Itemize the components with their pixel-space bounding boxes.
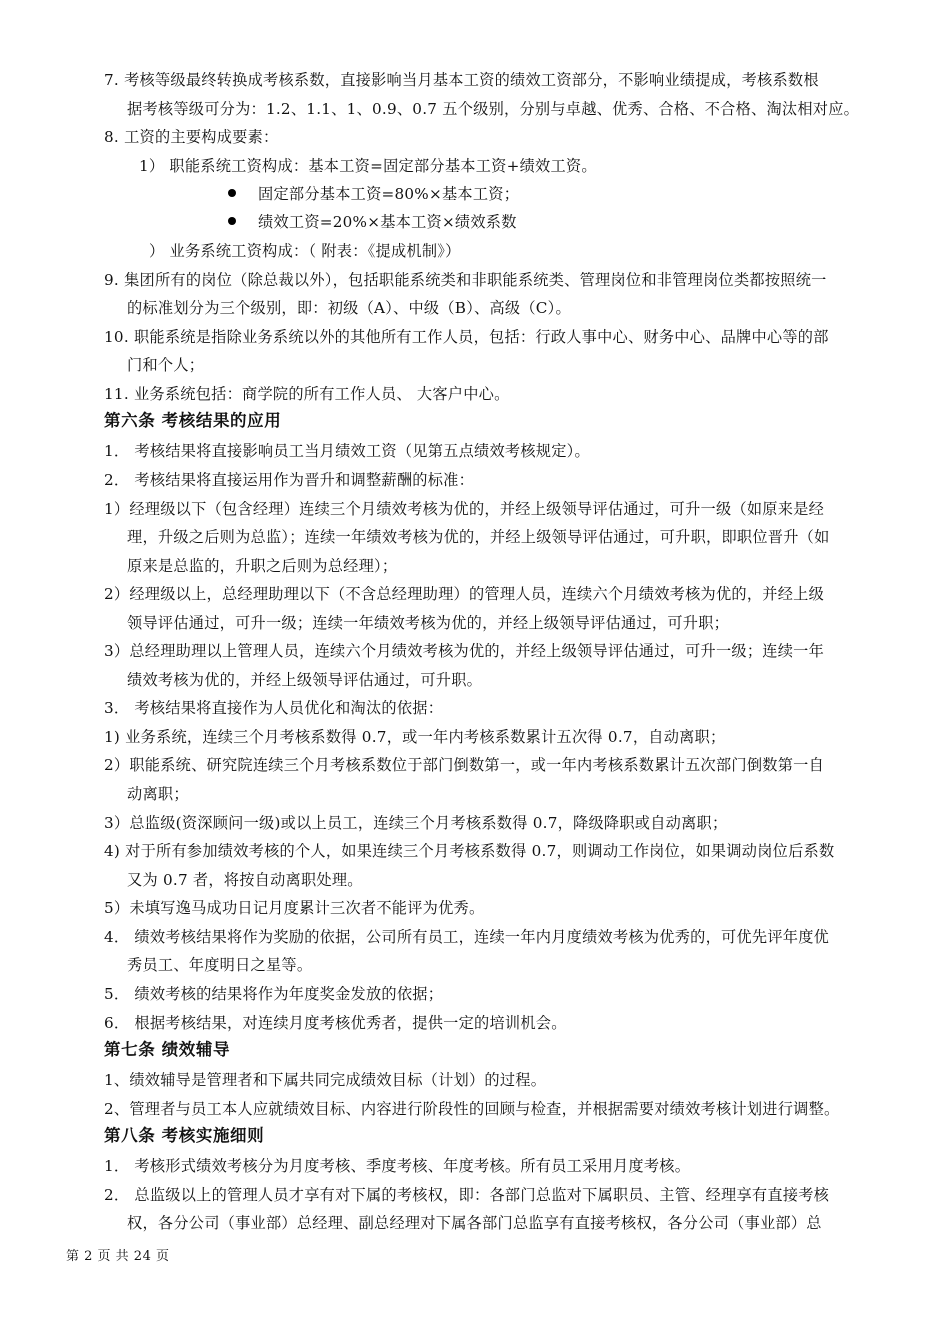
article-6-item-3-sub-5: 5）未填写逸马成功日记月度累计三次者不能评为优秀。 xyxy=(104,899,485,917)
item-7-line-1: 7. 考核等级最终转换成考核系数，直接影响当月基本工资的绩效工资部分，不影响业绩提成，考核系数根 xyxy=(104,71,819,89)
item-8: 8. 工资的主要构成要素： xyxy=(104,128,279,146)
article-6-item-2-sub-2-line-1: 2）经理级以上，总经理助理以下（不含总经理助理）的管理人员，连续六个月绩效考核为优的，并经上级 xyxy=(104,585,825,603)
item-9-line-2: 的标准划分为三个级别，即：初级（A）、中级（B）、高级（C）。 xyxy=(127,299,571,317)
item-10-line-2: 门和个人； xyxy=(127,356,205,374)
item-11: 11. 业务系统包括：商学院的所有工作人员、 大客户中心。 xyxy=(104,385,510,403)
article-8-item-2-line-2: 权，各分公司（事业部）总经理、副总经理对下属各部门总监享有直接考核权，各分公司（事业部）总 xyxy=(127,1214,822,1232)
item-9-line-1: 9. 集团所有的岗位（除总裁以外），包括职能系统类和非职能系统类、管理岗位和非管理岗位类都按照统一 xyxy=(104,271,827,289)
article-7-item-2: 2、管理者与员工本人应就绩效目标、内容进行阶段性的回顾与检查，并根据需要对绩效考核计划进行调整。 xyxy=(104,1100,840,1118)
article-6-item-2-sub-3-line-1: 3）总经理助理以上管理人员，连续六个月绩效考核为优的，并经上级领导评估通过，可升一级；连续一年 xyxy=(104,642,825,660)
article-6-item-3-sub-1: 1) 业务系统，连续三个月考核系数得 0.7，或一年内考核系数累计五次得 0.7，自动离职； xyxy=(104,728,726,746)
article-8-item-2-line-1: 2． 总监级以上的管理人员才享有对下属的考核权，即：各部门总监对下属职员、主管、经理享有直接考核 xyxy=(104,1186,830,1204)
article-6-item-2-sub-2-line-2: 领导评估通过，可升一级；连续一年绩效考核为优的，并经上级领导评估通过，可升职； xyxy=(127,614,730,632)
article-6-item-3-sub-4-line-1: 4) 对于所有参加绩效考核的个人，如果连续三个月考核系数得 0.7，则调动工作岗位，如果调动岗位后系数 xyxy=(104,842,835,860)
bullet-performance-salary: 绩效工资=20%×基本工资×绩效系数 xyxy=(258,213,517,231)
article-6-item-3: 3． 考核结果将直接作为人员优化和淘汰的依据： xyxy=(104,699,444,717)
article-6-item-3-sub-2-line-2: 动离职； xyxy=(127,785,189,803)
article-6-item-2-sub-1-line-1: 1）经理级以下（包含经理）连续三个月绩效考核为优的，并经上级领导评估通过，可升一级（如原来是经 xyxy=(104,500,825,518)
bullet-fixed-salary: 固定部分基本工资=80%×基本工资； xyxy=(258,185,520,203)
article-7-item-1: 1、绩效辅导是管理者和下属共同完成绩效目标（计划）的过程。 xyxy=(104,1071,547,1089)
section-heading-article-7: 第七条 绩效辅导 xyxy=(104,1040,231,1059)
article-6-item-3-sub-4-line-2: 又为 0.7 者，将按自动离职处理。 xyxy=(127,871,363,889)
article-6-item-2-sub-1-line-2: 理，升级之后则为总监）；连续一年绩效考核为优的，并经上级领导评估通过，可升职，即职位晋升（如 xyxy=(127,528,830,546)
item-8-sub-2: ） 业务系统工资构成：（ 附表：《提成机制》） xyxy=(149,242,461,260)
section-heading-article-8: 第八条 考核实施细则 xyxy=(104,1126,265,1145)
article-6-item-6: 6． 根据考核结果，对连续月度考核优秀者，提供一定的培训机会。 xyxy=(104,1014,567,1032)
item-10-line-1: 10. 职能系统是指除业务系统以外的其他所有工作人员，包括：行政人事中心、财务中心、品牌中心等的部 xyxy=(104,328,829,346)
article-6-item-4-line-1: 4． 绩效考核结果将作为奖励的依据，公司所有员工，连续一年内月度绩效考核为优秀的，可优先评年度优 xyxy=(104,928,830,946)
page-number-footer: 第 2 页 共 24 页 xyxy=(66,1249,170,1264)
article-6-item-1: 1． 考核结果将直接影响员工当月绩效工资（见第五点绩效考核规定）。 xyxy=(104,442,590,460)
item-7-line-2: 据考核等级可分为：1.2、1.1、1、0.9、0.7 五个级别，分别与卓越、优秀、合格、不合格、淘汰相对应。 xyxy=(127,100,860,118)
section-heading-article-6: 第六条 考核结果的应用 xyxy=(104,411,282,430)
article-6-item-5: 5． 绩效考核的结果将作为年度奖金发放的依据； xyxy=(104,985,444,1003)
article-8-item-1: 1． 考核形式绩效考核分为月度考核、季度考核、年度考核。所有员工采用月度考核。 xyxy=(104,1157,691,1175)
article-6-item-4-line-2: 秀员工、年度明日之星等。 xyxy=(127,956,313,974)
article-6-item-3-sub-2-line-1: 2）职能系统、研究院连续三个月考核系数位于部门倒数第一，或一年内考核系数累计五次部门倒数第一自 xyxy=(104,756,825,774)
article-6-item-3-sub-3: 3）总监级(资深顾问一级)或以上员工，连续三个月考核系数得 0.7，降级降职或自动离职； xyxy=(104,814,728,832)
bullet-dot xyxy=(228,189,236,197)
item-8-sub-1: 1） 职能系统工资构成：基本工资=固定部分基本工资+绩效工资。 xyxy=(139,157,597,175)
article-6-item-2-sub-3-line-2: 绩效考核为优的，并经上级领导评估通过，可升职。 xyxy=(127,671,483,689)
bullet-dot xyxy=(228,217,236,225)
article-6-item-2: 2． 考核结果将直接运用作为晋升和调整薪酬的标准： xyxy=(104,471,475,489)
article-6-item-2-sub-1-line-3: 原来是总监的，升职之后则为总经理）； xyxy=(127,557,398,575)
